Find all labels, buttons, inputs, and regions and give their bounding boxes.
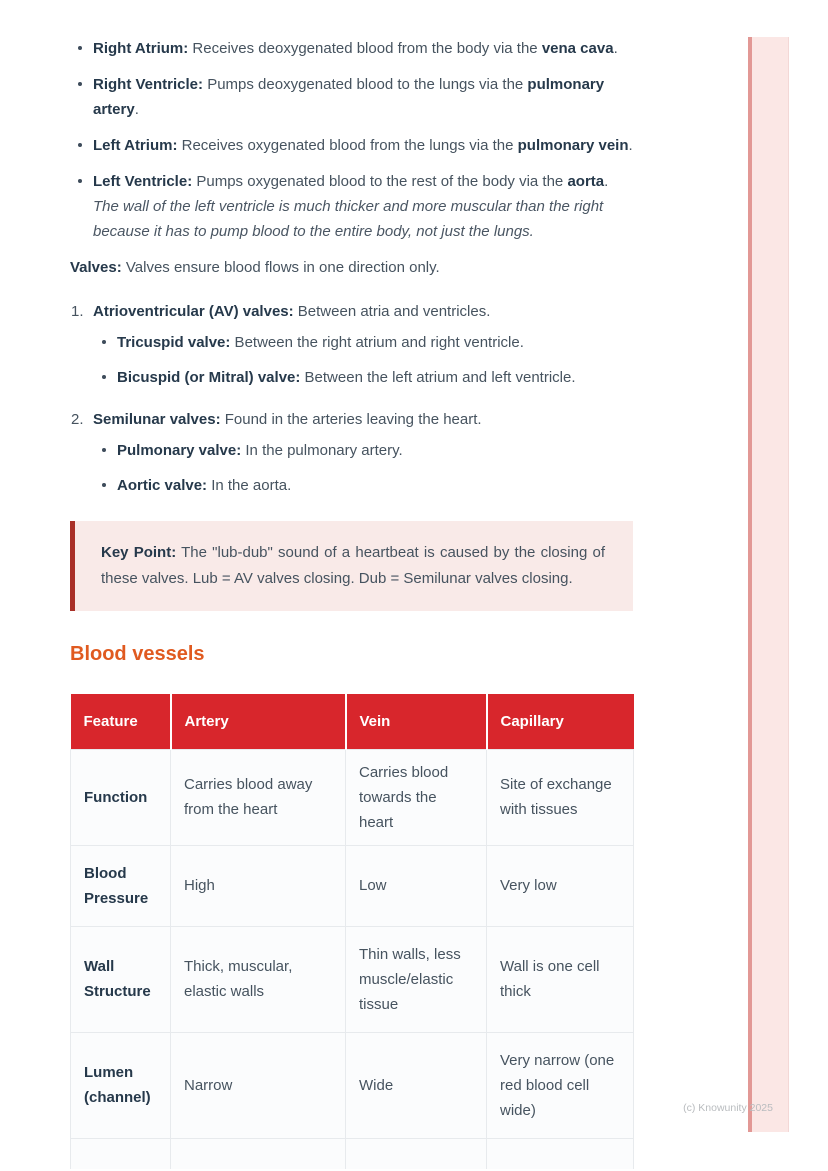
list-item-text: Tricuspid valve: Between the right atrium and right ventricle. <box>117 334 524 351</box>
ordered-item-number: 2. <box>71 411 84 428</box>
data-cell: Narrow <box>171 1032 346 1138</box>
list-item <box>70 169 633 244</box>
table-row <box>71 845 634 926</box>
data-cell: Thick, muscular, elastic walls <box>171 926 346 1032</box>
list-item <box>70 36 633 61</box>
feature-cell: Wall Structure <box>71 926 171 1032</box>
list-item-text: Bicuspid (or Mitral) valve: Between the left atrium and left ventricle. <box>117 369 576 386</box>
list-item-text: Aortic valve: In the aorta. <box>117 477 292 494</box>
list-item <box>70 72 633 122</box>
data-cell: Carries blood away from the heart <box>171 749 346 845</box>
list-item-text: Left Ventricle: Pumps oxygenated blood to the rest of the body via the aorta. <box>93 173 609 190</box>
data-cell: Site of exchange with tissues <box>487 749 634 845</box>
table-header-row <box>71 694 634 749</box>
page-content <box>70 36 633 1169</box>
list-item <box>93 438 633 463</box>
list-item-text: Left Atrium: Receives oxygenated blood from the lungs via the pulmonary vein. <box>93 137 633 154</box>
feature-cell <box>71 1138 171 1169</box>
table-row <box>71 926 634 1032</box>
list-item-text: Pulmonary valve: In the pulmonary artery. <box>117 442 403 459</box>
data-cell: Very narrow (one red blood cell wide) <box>487 1032 634 1138</box>
data-cell: Wall is one cell thick <box>487 926 634 1032</box>
list-item-text: Right Atrium: Receives deoxygenated blood from the body via the vena cava. <box>93 40 618 57</box>
list-item-text: Right Ventricle: Pumps deoxygenated blood to the lungs via the pulmonary artery. <box>93 76 605 118</box>
list-item <box>93 365 633 390</box>
data-cell: High <box>171 845 346 926</box>
ordered-item <box>70 407 633 498</box>
data-cell <box>346 1138 487 1169</box>
data-cell: Carries blood towards the heart <box>346 749 487 845</box>
table-row <box>71 1032 634 1138</box>
data-cell: Very low <box>487 845 634 926</box>
watermark: (c) Knowunity 2025 <box>683 1102 773 1114</box>
ordered-item-number: 1. <box>71 303 84 320</box>
page-edge-stripe <box>748 37 789 1132</box>
header-cell: Capillary <box>487 694 634 749</box>
list-item <box>93 330 633 355</box>
key-point-box: Key Point: The "lub-dub" sound of a heartbeat is caused by the closing of these valves. Lub = AV valves closing. Dub = Semilunar valves closing. <box>70 521 633 611</box>
data-cell: Wide <box>346 1032 487 1138</box>
sub-list <box>93 330 633 390</box>
ordered-item-text: Atrioventricular (AV) valves: Between atria and ventricles. <box>93 303 491 320</box>
data-cell <box>171 1138 346 1169</box>
valves-intro: Valves: Valves ensure blood flows in one direction only. <box>70 259 440 276</box>
data-cell: Thin walls, less muscle/elastic tissue <box>346 926 487 1032</box>
vessel-comparison-table <box>70 694 634 1169</box>
item-note: The wall of the left ventricle is much thicker and more muscular than the right because it has to pump blood to the entire body, not just the lungs. <box>93 198 604 240</box>
table-row <box>71 749 634 845</box>
valves-ordered-list <box>70 299 633 498</box>
section-heading: Blood vessels <box>70 643 205 665</box>
feature-cell: Lumen (channel) <box>71 1032 171 1138</box>
header-cell: Feature <box>71 694 171 749</box>
header-cell: Artery <box>171 694 346 749</box>
ordered-item-text: Semilunar valves: Found in the arteries leaving the heart. <box>93 411 482 428</box>
sub-list <box>93 438 633 498</box>
feature-cell: Function <box>71 749 171 845</box>
data-cell: Low <box>346 845 487 926</box>
data-cell <box>487 1138 634 1169</box>
list-item <box>93 473 633 498</box>
list-item <box>70 133 633 158</box>
ordered-item <box>70 299 633 390</box>
table-row-cut-off <box>71 1138 634 1169</box>
header-cell: Vein <box>346 694 487 749</box>
feature-cell: Blood Pressure <box>71 845 171 926</box>
heart-chambers-list <box>70 36 633 244</box>
